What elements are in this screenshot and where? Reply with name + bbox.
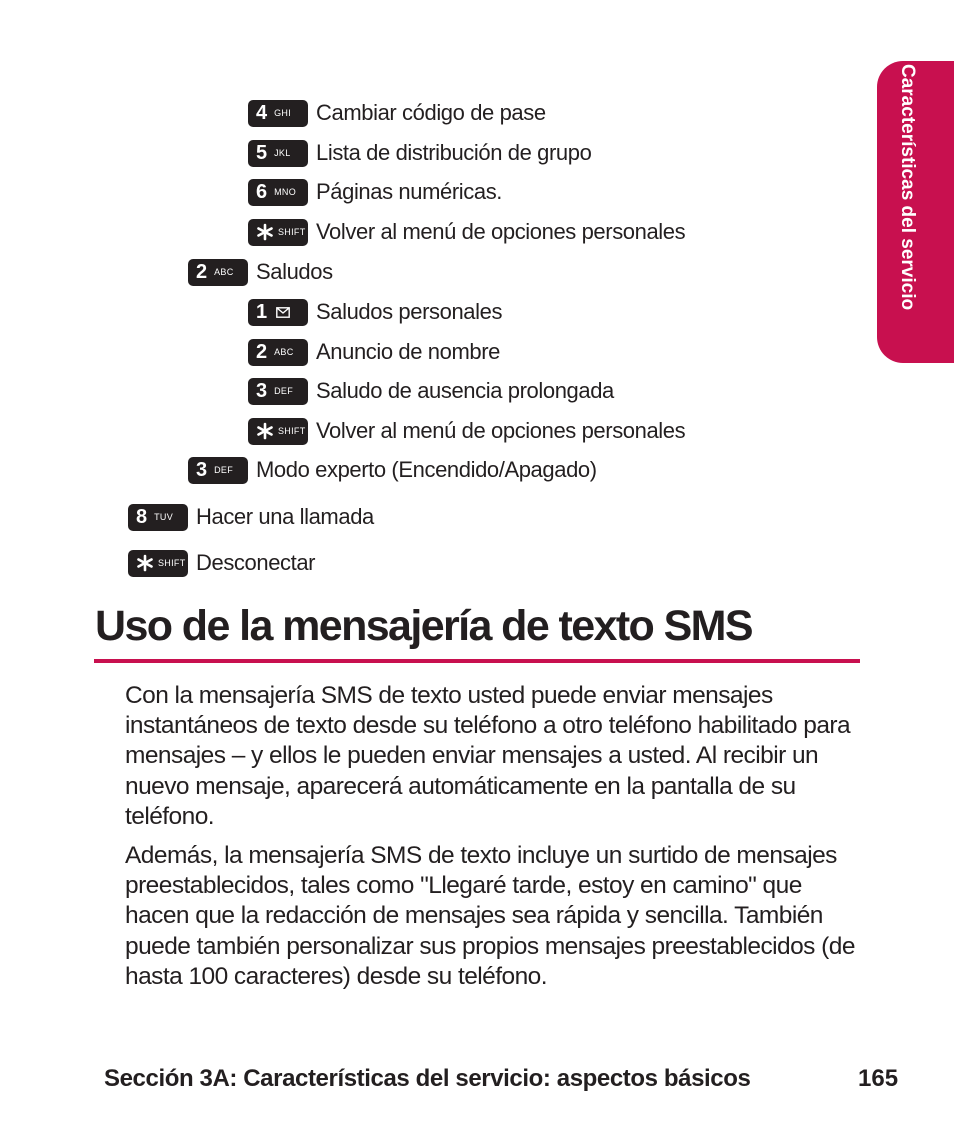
menu-row-numeric-pages [248, 178, 502, 206]
menu-row-make-call [128, 503, 374, 531]
key-3: 3 DEF [188, 457, 248, 484]
menu-row-greetings [188, 258, 333, 286]
menu-row-label: Modo experto (Encendido/Apagado) [256, 457, 597, 482]
menu-row-extended-absence [248, 377, 614, 405]
menu-row-label: Hacer una llamada [196, 504, 374, 529]
paragraph-intro: Con la mensajería SMS de texto usted puede enviar mensajes instantáneos de texto desde su teléfono a otro teléfono habilitado para mensajes – y ellos le pueden enviar mensajes a usted. Al recibir un nuevo mensaje, aparecerá automáticamente en la pantalla de su teléfono. [125, 682, 851, 830]
menu-row-expert-mode [188, 456, 597, 484]
key-6: 6 MNO [248, 179, 308, 206]
asterisk-icon [136, 554, 154, 572]
key-4: 4 GHI [248, 100, 308, 127]
asterisk-icon [256, 223, 274, 241]
page-number: 165 [858, 1065, 899, 1092]
menu-row-change-passcode [248, 99, 546, 127]
key-star-shift: SHIFT [248, 219, 308, 246]
side-tab-label: Características del servicio [897, 64, 918, 311]
menu-row-back-personal-options [248, 218, 685, 246]
menu-row-label: Saludo de ausencia prolongada [316, 378, 614, 403]
menu-row-label: Anuncio de nombre [316, 339, 500, 364]
menu-row-label: Desconectar [196, 550, 316, 575]
key-2: 2 ABC [248, 339, 308, 366]
menu-row-label: Saludos personales [316, 299, 503, 324]
menu-row-group-distribution [248, 139, 591, 167]
key-2: 2 ABC [188, 259, 248, 286]
menu-row-label: Cambiar código de pase [316, 100, 546, 125]
key-star-shift: SHIFT [128, 550, 188, 577]
menu-row-label: Lista de distribución de grupo [316, 140, 592, 165]
section-heading: Uso de la mensajería de texto SMS [95, 602, 752, 650]
menu-row-disconnect [128, 549, 315, 577]
menu-row-label: Páginas numéricas. [316, 179, 503, 204]
key-star-shift: SHIFT [248, 418, 308, 445]
envelope-icon [276, 307, 290, 318]
paragraph-preset-messages: Además, la mensajería SMS de texto incluye un surtido de mensajes preestablecidos, tales como "Llegaré tarde, estoy en camino" que hacen que la redacción de mensajes sea rápida y sencilla. También puede también personalizar sus propios mensajes preestablecidos (de hasta 100 caracteres) desde su teléfono. [125, 842, 855, 990]
key-8: 8 TUV [128, 504, 188, 531]
heading-rule [94, 659, 860, 663]
menu-tree [0, 0, 870, 580]
menu-row-label: Saludos [256, 259, 333, 284]
key-1: 1 [248, 299, 308, 326]
menu-row-back-personal-options-2 [248, 417, 685, 445]
menu-row-label: Volver al menú de opciones personales [316, 418, 686, 443]
menu-row-label: Volver al menú de opciones personales [316, 219, 686, 244]
key-3: 3 DEF [248, 378, 308, 405]
menu-row-personal-greetings [248, 298, 502, 326]
asterisk-icon [256, 422, 274, 440]
footer-section-title: Sección 3A: Características del servicio: aspectos básicos [104, 1065, 751, 1092]
key-5: 5 JKL [248, 140, 308, 167]
menu-row-name-announcement [248, 338, 500, 366]
